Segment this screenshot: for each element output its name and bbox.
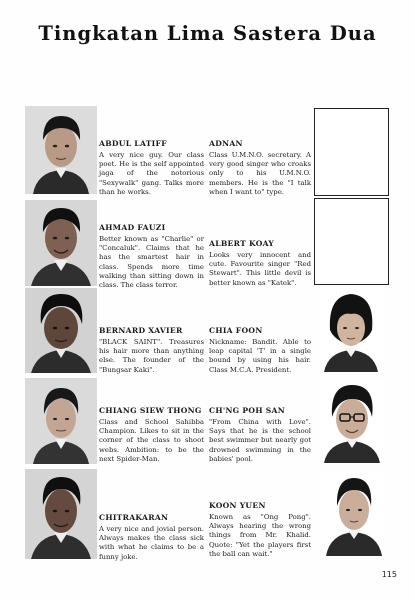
student-photo — [25, 106, 97, 194]
student-name: ABDUL LATIFF — [99, 139, 167, 148]
portrait-image — [25, 469, 97, 559]
photo-placeholder-box — [314, 198, 389, 285]
student-description: Nickname: Bandit. Able to leap capital 'T' in a single bound by using his hair. Class M.C.A. President. — [209, 338, 311, 374]
student-entry — [99, 139, 204, 197]
student-photo — [25, 288, 97, 373]
student-entry — [209, 406, 311, 464]
student-name: CHIA FOON — [209, 326, 263, 335]
portrait-image — [322, 470, 386, 556]
student-description: "From China with Love". Says that he is the school best swimmer but nearly got drowned swimming in the babies' pool. — [209, 418, 311, 463]
photo-placeholder-box — [314, 108, 389, 196]
student-description: Better known as "Charlie" or "Concaluk". Claims that he has the smartest hair in class. Spends more time walking than sitting down in class. The class terror. — [99, 235, 204, 290]
page-number: 115 — [381, 570, 397, 579]
portrait-image — [25, 288, 97, 373]
student-photo — [25, 200, 97, 286]
student-description: Class and School Sahibba Champion. Likes to sit in the corner of the class to shoot webs. Ambition: to be the next Spider-Man. — [99, 418, 204, 463]
student-entry — [99, 326, 204, 375]
portrait-image — [318, 290, 384, 372]
portrait-image — [25, 200, 97, 286]
student-name: CHITRAKARAN — [99, 513, 169, 522]
student-description: Known as "Ong Pong". Always hearing the wrong things from Mr. Khalid. Quote: "Yet the players first the ball can wait." — [209, 513, 311, 558]
student-entry — [99, 406, 204, 464]
student-entry — [209, 139, 311, 197]
student-description: Looks very innocent and cute. Favourite singer "Red Stewart". This little devil is better known as "Katek". — [209, 251, 311, 287]
student-name: AHMAD FAUZI — [99, 223, 166, 232]
student-photo — [322, 470, 386, 556]
student-photo — [318, 379, 386, 463]
student-name: KOON YUEN — [209, 501, 266, 510]
student-photo — [25, 469, 97, 559]
page-title: Tingkatan Lima Sastera Dua — [38, 22, 377, 45]
student-photo — [318, 290, 384, 372]
student-description: A very nice guy. Our class poet. He is the self appointed jaga of the notorious "Sexywalk" gang. Talks more than he works. — [99, 151, 204, 196]
student-entry — [209, 326, 311, 375]
student-name: CHIANG SIEW THONG — [99, 406, 202, 415]
portrait-image — [25, 106, 97, 194]
student-entry — [209, 501, 311, 559]
student-name: BERNARD XAVIER — [99, 326, 183, 335]
student-description: "BLACK SAINT". Treasures his hair more than anything else. The founder of the "Bungsar Kaki". — [99, 338, 204, 374]
portrait-image — [318, 379, 386, 463]
student-name: CH'NG POH SAN — [209, 406, 285, 415]
student-name: ALBERT KOAY — [209, 239, 275, 248]
student-entry — [209, 239, 311, 288]
student-photo — [25, 378, 97, 464]
student-entry — [99, 513, 204, 562]
student-entry — [99, 223, 204, 290]
student-description: Class U.M.N.O. secretary. A very good singer who croaks only to his U.M.N.O. members. He is the "I talk when I want to" type. — [209, 151, 311, 196]
student-name: ADNAN — [209, 139, 243, 148]
portrait-image — [25, 378, 97, 464]
student-description: A very nice and jovial person. Always makes the class sick with what he claims to be a funny joke. — [99, 525, 204, 561]
